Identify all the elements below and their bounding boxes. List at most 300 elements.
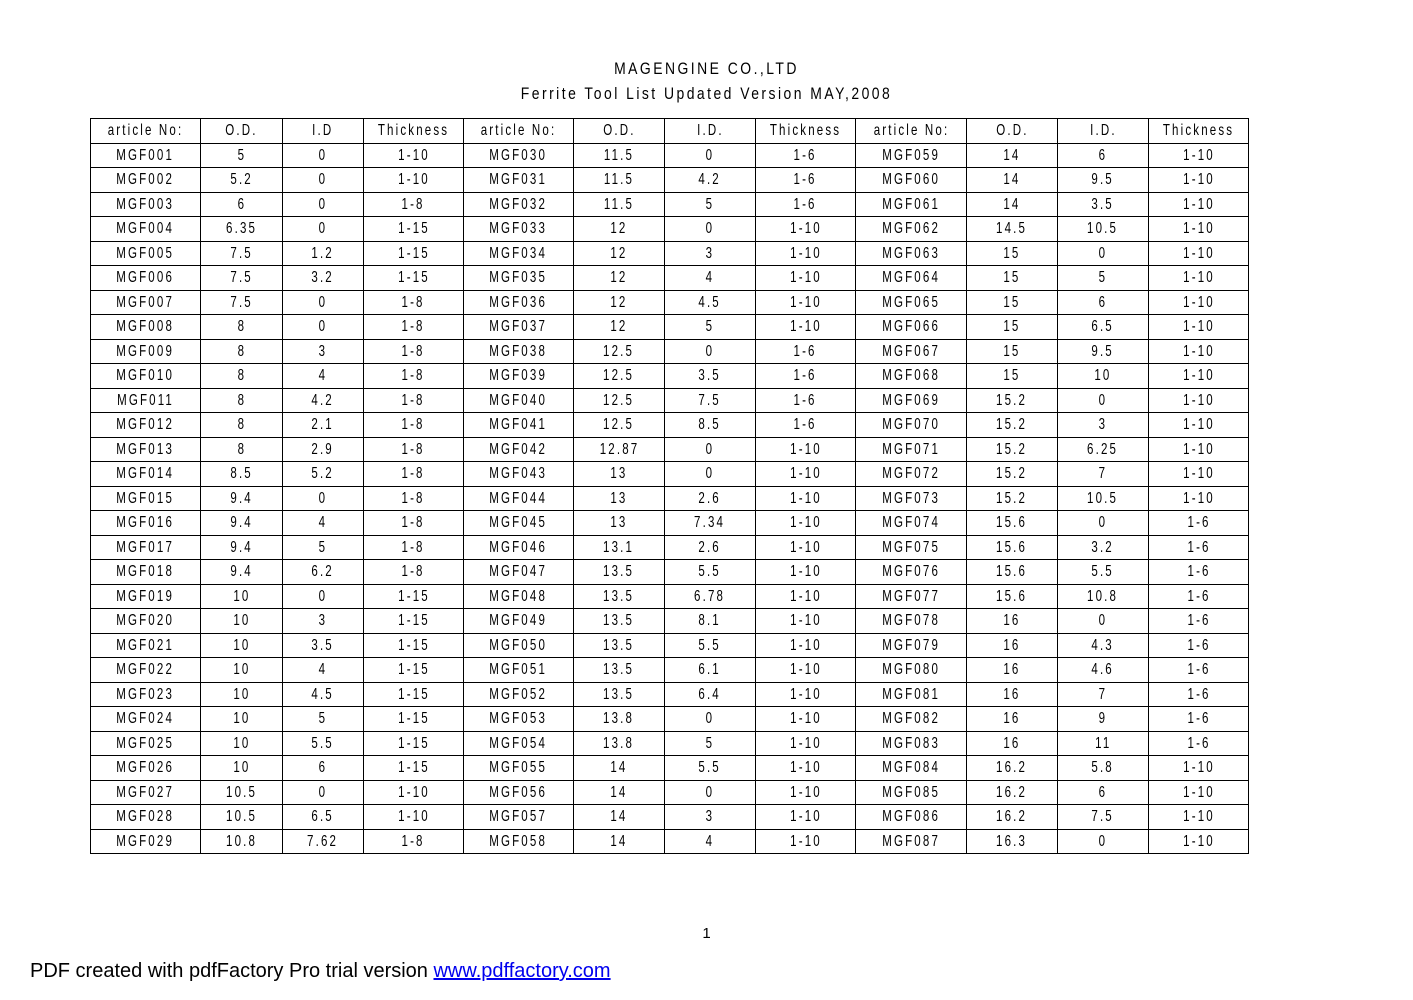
cell-value: 10: [232, 587, 251, 605]
cell-value: 10: [232, 734, 251, 752]
table-cell: [756, 731, 856, 756]
cell-value: 1-10: [397, 171, 430, 189]
cell-value: 0: [318, 587, 328, 605]
cell-value: MGF064: [882, 269, 940, 287]
page-number: 1: [702, 925, 711, 942]
cell-value: 0: [705, 220, 715, 238]
table-cell: [91, 511, 201, 536]
table-row: [91, 805, 1249, 830]
cell-value: 15: [1003, 367, 1021, 385]
table-cell: [756, 560, 856, 585]
table-cell: [91, 584, 201, 609]
table-cell: [665, 780, 756, 805]
table-cell: [1149, 486, 1249, 511]
table-cell: [574, 486, 665, 511]
table-cell: [464, 609, 574, 634]
cell-value: 1-10: [789, 293, 822, 311]
table-cell: [283, 168, 364, 193]
table-cell: [574, 266, 665, 291]
cell-value: 1-8: [401, 293, 426, 311]
cell-value: 1-10: [1182, 440, 1215, 458]
cell-value: 14: [610, 808, 628, 826]
column-header-label: article No:: [873, 122, 949, 140]
cell-value: 9.4: [230, 563, 253, 581]
table-cell: [364, 756, 464, 781]
cell-value: 4.5: [311, 685, 335, 703]
cell-value: MGF012: [116, 416, 175, 434]
column-header: [756, 119, 856, 144]
table-cell: [364, 192, 464, 217]
table-cell: [856, 290, 967, 315]
table-cell: [283, 780, 364, 805]
table-cell: [464, 437, 574, 462]
cell-value: 1-6: [793, 391, 818, 409]
table-cell: [464, 168, 574, 193]
table-row: [91, 143, 1249, 168]
table-cell: [574, 805, 665, 830]
table-row: [91, 241, 1249, 266]
cell-value: MGF017: [116, 538, 175, 556]
cell-value: MGF056: [489, 783, 548, 801]
cell-value: 1-10: [1182, 832, 1215, 850]
document-subtitle: Ferrite Tool List Updated Version MAY,2008: [520, 84, 893, 103]
table-cell: [464, 290, 574, 315]
table-cell: [574, 168, 665, 193]
cell-value: 4.2: [698, 171, 722, 189]
cell-value: MGF082: [882, 710, 940, 728]
cell-value: 16: [1003, 612, 1021, 630]
table-cell: [856, 633, 967, 658]
cell-value: 15.6: [996, 587, 1028, 605]
table-cell: [665, 315, 756, 340]
table-cell: [91, 168, 201, 193]
table-cell: [1058, 511, 1149, 536]
cell-value: 3: [318, 612, 328, 630]
table-cell: [967, 486, 1058, 511]
table-cell: [283, 535, 364, 560]
cell-value: MGF069: [882, 391, 940, 409]
cell-value: MGF015: [116, 489, 175, 507]
table-cell: [201, 633, 283, 658]
table-cell: [574, 731, 665, 756]
cell-value: 3: [705, 244, 715, 262]
table-cell: [464, 217, 574, 242]
table-cell: [201, 486, 283, 511]
table-cell: [91, 756, 201, 781]
cell-value: MGF065: [882, 293, 940, 311]
cell-value: 1-10: [397, 146, 430, 164]
cell-value: 3.5: [1091, 195, 1115, 213]
table-cell: [91, 780, 201, 805]
cell-value: 7: [1098, 685, 1108, 703]
table-cell: [91, 339, 201, 364]
table-cell: [1149, 511, 1249, 536]
cell-value: 14: [1003, 146, 1021, 164]
cell-value: 1-6: [1187, 685, 1211, 703]
table-cell: [364, 364, 464, 389]
table-cell: [464, 584, 574, 609]
table-cell: [1149, 437, 1249, 462]
cell-value: 6.78: [694, 587, 726, 605]
table-cell: [856, 339, 967, 364]
cell-value: 14: [610, 832, 628, 850]
cell-value: 9.4: [230, 489, 253, 507]
company-title: MAGENGINE CO.,LTD: [614, 59, 799, 78]
cell-value: 1-10: [789, 587, 822, 605]
table-cell: [1058, 658, 1149, 683]
cell-value: 12: [610, 293, 628, 311]
cell-value: MGF053: [489, 710, 548, 728]
table-cell: [967, 413, 1058, 438]
table-cell: [856, 364, 967, 389]
cell-value: 12.5: [603, 367, 635, 385]
table-cell: [665, 192, 756, 217]
cell-value: 1-6: [1187, 587, 1211, 605]
table-cell: [967, 266, 1058, 291]
cell-value: 1-8: [401, 195, 426, 213]
table-cell: [464, 805, 574, 830]
cell-value: 9.5: [1091, 171, 1115, 189]
table-cell: [967, 535, 1058, 560]
table-cell: [364, 486, 464, 511]
table-cell: [967, 658, 1058, 683]
cell-value: 5.2: [311, 465, 335, 483]
cell-value: 1-10: [1182, 391, 1215, 409]
cell-value: 7.34: [694, 514, 726, 532]
cell-value: 1-6: [1187, 636, 1211, 654]
cell-value: 0: [318, 195, 328, 213]
table-cell: [756, 829, 856, 854]
table-cell: [856, 584, 967, 609]
table-row: [91, 266, 1249, 291]
cell-value: MGF081: [882, 685, 940, 703]
cell-value: MGF020: [116, 612, 175, 630]
table-cell: [283, 241, 364, 266]
table-cell: [91, 266, 201, 291]
cell-value: 1-6: [793, 416, 818, 434]
table-cell: [856, 535, 967, 560]
table-cell: [967, 756, 1058, 781]
table-cell: [665, 241, 756, 266]
table-cell: [856, 241, 967, 266]
cell-value: MGF076: [882, 563, 940, 581]
cell-value: 1-6: [1187, 710, 1211, 728]
cell-value: MGF027: [116, 783, 175, 801]
column-header: [464, 119, 574, 144]
table-cell: [283, 486, 364, 511]
cell-value: 1-10: [789, 489, 822, 507]
table-cell: [1149, 364, 1249, 389]
cell-value: 1-10: [789, 710, 822, 728]
cell-value: 5: [1098, 269, 1108, 287]
table-cell: [91, 241, 201, 266]
table-cell: [1058, 290, 1149, 315]
cell-value: MGF034: [489, 244, 548, 262]
table-cell: [1058, 364, 1149, 389]
cell-value: MGF083: [882, 734, 940, 752]
cell-value: 0: [705, 783, 715, 801]
cell-value: MGF002: [116, 171, 175, 189]
cell-value: 3: [1098, 416, 1108, 434]
table-cell: [201, 437, 283, 462]
table-cell: [283, 560, 364, 585]
cell-value: 15.6: [996, 538, 1028, 556]
cell-value: 1-15: [397, 587, 430, 605]
cell-value: 1-10: [1182, 146, 1215, 164]
table-cell: [856, 609, 967, 634]
table-row: [91, 486, 1249, 511]
cell-value: 0: [1098, 391, 1108, 409]
table-row: [91, 462, 1249, 487]
cell-value: MGF022: [116, 661, 175, 679]
cell-value: 1-8: [401, 367, 426, 385]
table-cell: [91, 560, 201, 585]
table-cell: [967, 462, 1058, 487]
cell-value: 1-15: [397, 612, 430, 630]
table-cell: [574, 364, 665, 389]
cell-value: 5: [318, 538, 328, 556]
table-cell: [1149, 168, 1249, 193]
table-cell: [1058, 266, 1149, 291]
cell-value: 12.5: [603, 391, 635, 409]
table-cell: [283, 364, 364, 389]
cell-value: 1-8: [401, 318, 426, 336]
table-cell: [283, 290, 364, 315]
cell-value: MGF007: [116, 293, 175, 311]
cell-value: 16: [1003, 636, 1021, 654]
column-header: [364, 119, 464, 144]
cell-value: 13.5: [603, 587, 635, 605]
table-cell: [283, 388, 364, 413]
cell-value: 8.5: [230, 465, 253, 483]
column-header: [1149, 119, 1249, 144]
cell-value: 0: [318, 171, 328, 189]
cell-value: MGF044: [489, 489, 548, 507]
cell-value: 1-8: [401, 391, 426, 409]
table-cell: [464, 364, 574, 389]
header-row: [91, 119, 1249, 144]
table-cell: [1058, 535, 1149, 560]
cell-value: 2.9: [311, 440, 335, 458]
table-cell: [464, 707, 574, 732]
cell-value: 14: [610, 759, 628, 777]
table-cell: [364, 339, 464, 364]
cell-value: 2.6: [698, 489, 722, 507]
cell-value: 8: [237, 342, 246, 360]
table-cell: [201, 217, 283, 242]
table-cell: [756, 462, 856, 487]
column-header-label: I.D.: [696, 122, 724, 140]
cell-value: 1-6: [793, 171, 818, 189]
table-row: [91, 339, 1249, 364]
cell-value: 4.2: [311, 391, 335, 409]
cell-value: 10: [1094, 367, 1112, 385]
table-cell: [91, 805, 201, 830]
table-row: [91, 511, 1249, 536]
table-cell: [283, 633, 364, 658]
cell-value: 15: [1003, 244, 1021, 262]
table-cell: [464, 339, 574, 364]
table-cell: [856, 829, 967, 854]
table-cell: [464, 682, 574, 707]
table-cell: [201, 168, 283, 193]
table-cell: [856, 168, 967, 193]
cell-value: 1-8: [401, 832, 426, 850]
cell-value: 11.5: [603, 146, 635, 164]
cell-value: 16: [1003, 661, 1021, 679]
table-cell: [464, 413, 574, 438]
table-cell: [665, 535, 756, 560]
table-cell: [574, 535, 665, 560]
table-cell: [91, 364, 201, 389]
cell-value: 1-10: [397, 808, 430, 826]
cell-value: 16.2: [996, 783, 1028, 801]
table-cell: [364, 462, 464, 487]
cell-value: 1-10: [1182, 220, 1215, 238]
cell-value: MGF066: [882, 318, 940, 336]
cell-value: 1-10: [789, 244, 822, 262]
cell-value: 13.8: [603, 710, 635, 728]
cell-value: MGF046: [489, 538, 548, 556]
cell-value: 0: [705, 710, 715, 728]
table-cell: [201, 339, 283, 364]
cell-value: 6.25: [1087, 440, 1119, 458]
table-cell: [364, 682, 464, 707]
cell-value: MGF063: [882, 244, 940, 262]
cell-value: MGF055: [489, 759, 548, 777]
column-header: [283, 119, 364, 144]
table-cell: [665, 462, 756, 487]
table-cell: [283, 339, 364, 364]
table-cell: [1149, 339, 1249, 364]
table-row: [91, 437, 1249, 462]
footer-text: PDF created with pdfFactory Pro trial version: [30, 960, 434, 982]
table-cell: [464, 658, 574, 683]
table-cell: [756, 584, 856, 609]
column-header-label: O.D.: [995, 122, 1029, 140]
cell-value: 4: [705, 269, 715, 287]
cell-value: 6: [237, 195, 246, 213]
cell-value: 1-6: [793, 195, 818, 213]
table-cell: [756, 437, 856, 462]
cell-value: 1-10: [1182, 269, 1215, 287]
cell-value: 3.2: [311, 269, 335, 287]
cell-value: 0: [705, 146, 715, 164]
table-cell: [1149, 780, 1249, 805]
cell-value: 1-8: [401, 489, 426, 507]
table-row: [91, 290, 1249, 315]
cell-value: 7.62: [307, 832, 339, 850]
table-cell: [665, 584, 756, 609]
cell-value: 1-10: [789, 269, 822, 287]
table-cell: [201, 609, 283, 634]
cell-value: 1-8: [401, 563, 426, 581]
cell-value: MGF036: [489, 293, 548, 311]
table-cell: [364, 241, 464, 266]
table-cell: [283, 584, 364, 609]
cell-value: 8: [237, 318, 246, 336]
cell-value: 6.5: [311, 808, 335, 826]
table-cell: [91, 192, 201, 217]
cell-value: 12: [610, 244, 628, 262]
table-cell: [1149, 266, 1249, 291]
table-cell: [856, 266, 967, 291]
cell-value: 1-10: [1182, 318, 1215, 336]
table-row: [91, 829, 1249, 854]
table-cell: [1149, 609, 1249, 634]
cell-value: 10: [232, 685, 251, 703]
table-cell: [1058, 462, 1149, 487]
column-header-label: article No:: [107, 122, 184, 140]
table-cell: [967, 682, 1058, 707]
cell-value: 14: [610, 783, 628, 801]
cell-value: 0: [318, 293, 328, 311]
cell-value: MGF004: [116, 220, 175, 238]
table-cell: [665, 143, 756, 168]
cell-value: 1-10: [1182, 759, 1215, 777]
table-cell: [574, 290, 665, 315]
cell-value: 1-8: [401, 465, 426, 483]
cell-value: 4: [318, 514, 328, 532]
cell-value: 0: [1098, 832, 1108, 850]
table-cell: [665, 511, 756, 536]
cell-value: 1-10: [789, 685, 822, 703]
table-cell: [1058, 633, 1149, 658]
cell-value: 6: [1098, 293, 1108, 311]
cell-value: MGF060: [882, 171, 940, 189]
cell-value: 1-10: [1182, 195, 1215, 213]
cell-value: MGF028: [116, 808, 175, 826]
cell-value: MGF006: [116, 269, 175, 287]
cell-value: 1-6: [793, 342, 818, 360]
table-cell: [283, 805, 364, 830]
table-cell: [364, 143, 464, 168]
table-cell: [967, 609, 1058, 634]
pdffactory-link[interactable]: www.pdffactory.com: [433, 960, 611, 982]
cell-value: 6: [318, 759, 328, 777]
table-cell: [1058, 584, 1149, 609]
table-cell: [756, 315, 856, 340]
cell-value: MGF086: [882, 808, 940, 826]
cell-value: 15: [1003, 269, 1021, 287]
table-cell: [574, 437, 665, 462]
table-cell: [665, 805, 756, 830]
cell-value: MGF085: [882, 783, 940, 801]
table-cell: [665, 339, 756, 364]
table-cell: [756, 413, 856, 438]
table-cell: [756, 364, 856, 389]
cell-value: 16.3: [996, 832, 1028, 850]
cell-value: 1-10: [789, 563, 822, 581]
cell-value: MGF077: [882, 587, 940, 605]
cell-value: 6.1: [698, 661, 722, 679]
table-cell: [665, 290, 756, 315]
table-cell: [1058, 756, 1149, 781]
table-cell: [967, 633, 1058, 658]
cell-value: 1-8: [401, 440, 426, 458]
table-cell: [1058, 780, 1149, 805]
cell-value: 4.6: [1091, 661, 1115, 679]
table-cell: [1149, 584, 1249, 609]
cell-value: 1-15: [397, 710, 430, 728]
cell-value: 1-8: [401, 514, 426, 532]
cell-value: 1-10: [789, 832, 822, 850]
table-cell: [1149, 731, 1249, 756]
cell-value: 1-10: [1182, 465, 1215, 483]
table-cell: [364, 707, 464, 732]
cell-value: 1-10: [1182, 293, 1215, 311]
table-cell: [464, 633, 574, 658]
